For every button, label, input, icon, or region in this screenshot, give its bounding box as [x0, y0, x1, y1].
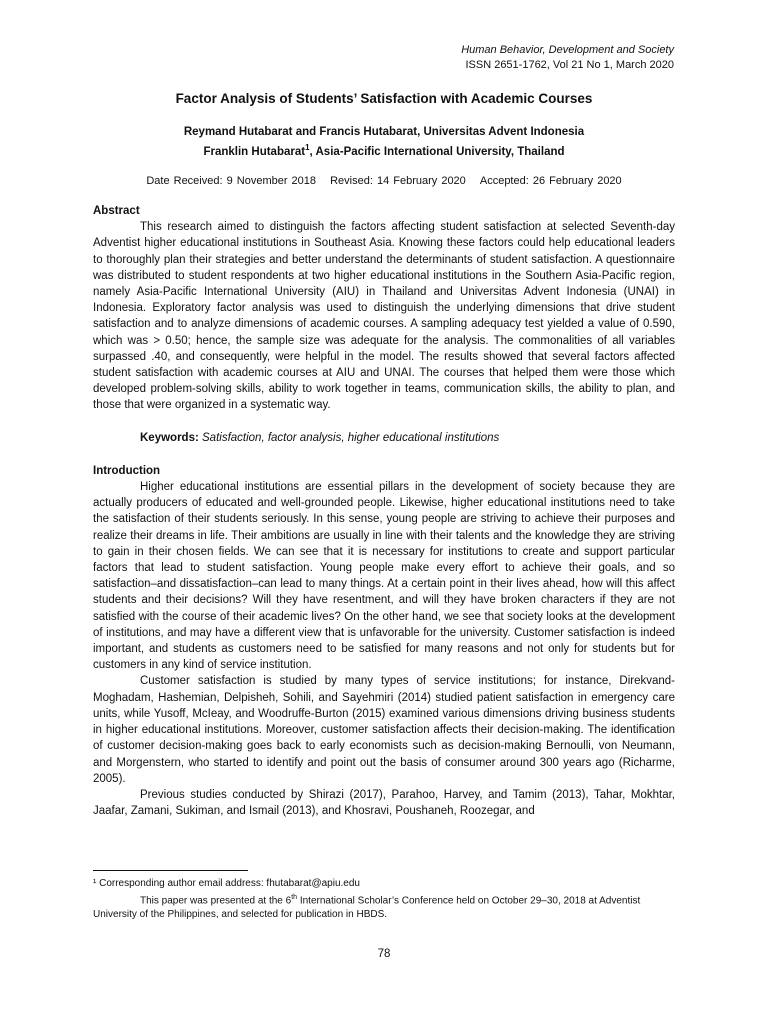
page-number: 78 [377, 948, 391, 960]
footnote-2-pre: This paper was presented at the 6 [140, 895, 292, 907]
body-content [93, 203, 675, 819]
ordinal-suffix: th [291, 894, 298, 901]
running-header [461, 43, 674, 73]
keywords-line [140, 430, 675, 446]
footnote-2 [93, 891, 675, 922]
abstract-heading: Abstract [93, 205, 140, 217]
date-received: Date Received: 9 November 2018 [146, 175, 317, 187]
footnotes [93, 870, 675, 922]
author-name: Franklin Hutabarat [203, 145, 306, 158]
author-line-1: Reymand Hutabarat and Francis Hutabarat, Universitas Advent Indonesia [183, 126, 585, 138]
publication-dates [0, 175, 768, 187]
issn-line: ISSN 2651-1762, Vol 21 No 1, March 2020 [465, 59, 674, 71]
date-revised: Revised: 14 February 2020 [330, 175, 466, 187]
intro-paragraph: Previous studies conducted by Shirazi (2017), Parahoo, Harvey, and Tamim (2013), Tahar, Mokhtar, Jaafar, Zamani, Sukiman, and Ismail (2013), and Khosravi, Poushaneh, Roozegar, and [93, 788, 675, 818]
footnote-2-post: International Scholar’s Conference held on October 29–30, 2018 at Adventist University of the Philippines, and selected for publication in HBDS. [93, 895, 641, 921]
footnote-1: ¹ Corresponding author email address: fhutabarat@apiu.edu [93, 878, 360, 889]
intro-paragraph: Customer satisfaction is studied by many types of service institutions; for instance, Direkvand-Moghadam, Hashemian, Delpisheh, Sohili, and Sayehmiri (2014) studied patient satisfaction in emergency care units, while Yusoff, McIeay, and Woodruffe-Burton (2015) examined various dimensions driving business students in higher educational institutions. Moreover, customer satisfaction affects their decision-making. The identification of customer decision-making goes back to early economists such as decision-making Bernoulli, von Neumann, and Morgenstern, who started to identify and point out the basis of consumer around 300 years ago (Richarme, 2005). [93, 675, 675, 785]
keywords-label: Keywords: [140, 431, 199, 444]
date-accepted: Accepted: 26 February 2020 [479, 175, 622, 187]
paper-title: Factor Analysis of Students’ Satisfaction with Academic Courses [175, 91, 593, 106]
author-line-2 [0, 140, 768, 160]
abstract-text: This research aimed to distinguish the factors affecting student satisfaction at selected Seventh-day Adventist higher educational institutions in Southeast Asia. Knowing these factors could help educational leaders to thoroughly plan their strategies and better understand the determinants of student satisfaction. A questionnaire was distributed to student respondents at two higher educational institutions in the Southern Asia-Pacific region, namely Asia-Pacific International University (AIU) in Thailand and Universitas Advent Indonesia (UNAI) in Indonesia. Exploratory factor analysis was used to distinguish the underlying dimensions that drive student satisfaction and to analyze dimensions of academic courses. A sampling adequacy test yielded a value of 0.590, which was > 0.50; hence, the sample size was adequate for the analysis. The commonalities of all variables surpassed .40, and consequently, were helpful in the model. The results showed that several factors affected student satisfaction with academic courses at AIU and UNAI. The courses that helped them were those which developed problem-solving skills, ability to work together in teams, communication skills, the ability to plan, and those that were organized in a systematic way. [93, 221, 675, 412]
keywords-text: Satisfaction, factor analysis, higher educational institutions [202, 431, 500, 444]
author-affiliation: , Asia-Pacific International University, Thailand [309, 145, 565, 158]
footnote-rule [93, 870, 248, 871]
journal-name: Human Behavior, Development and Society [461, 44, 674, 56]
intro-paragraph: Higher educational institutions are essential pillars in the development of society because they are actually producers of educated and well-grounded people. Likewise, higher educational institutions need to take the satisfaction of their students seriously. In this sense, young people are striving to achieve their purposes and realize their dreams in life. Their ambitions are usually in line with their talents and the knowledge they are striving to gain in their chosen fields. We can see that it is necessary for institutions to create and support particular factors that lead to student satisfaction. Young people make every effort to achieve their goals, and so satisfaction–and dissatisfaction–can lead to many things. At a certain point in their lives ahead, how will this affect students and their decisions? Will they have resentment, and will they have broken characters if they are not satisfied with the course of their academic lives? On the other hand, we see that society looks at the development of institutions, and may have a different view that is unfavorable for the university. Customer satisfaction is indeed important, and students as customers need to be satisfied for many reasons and not only for students but for customers in any kind of service institution. [93, 481, 675, 672]
author-block [0, 124, 768, 160]
introduction-heading: Introduction [93, 464, 161, 477]
footnote-marker: 1 [305, 143, 310, 152]
